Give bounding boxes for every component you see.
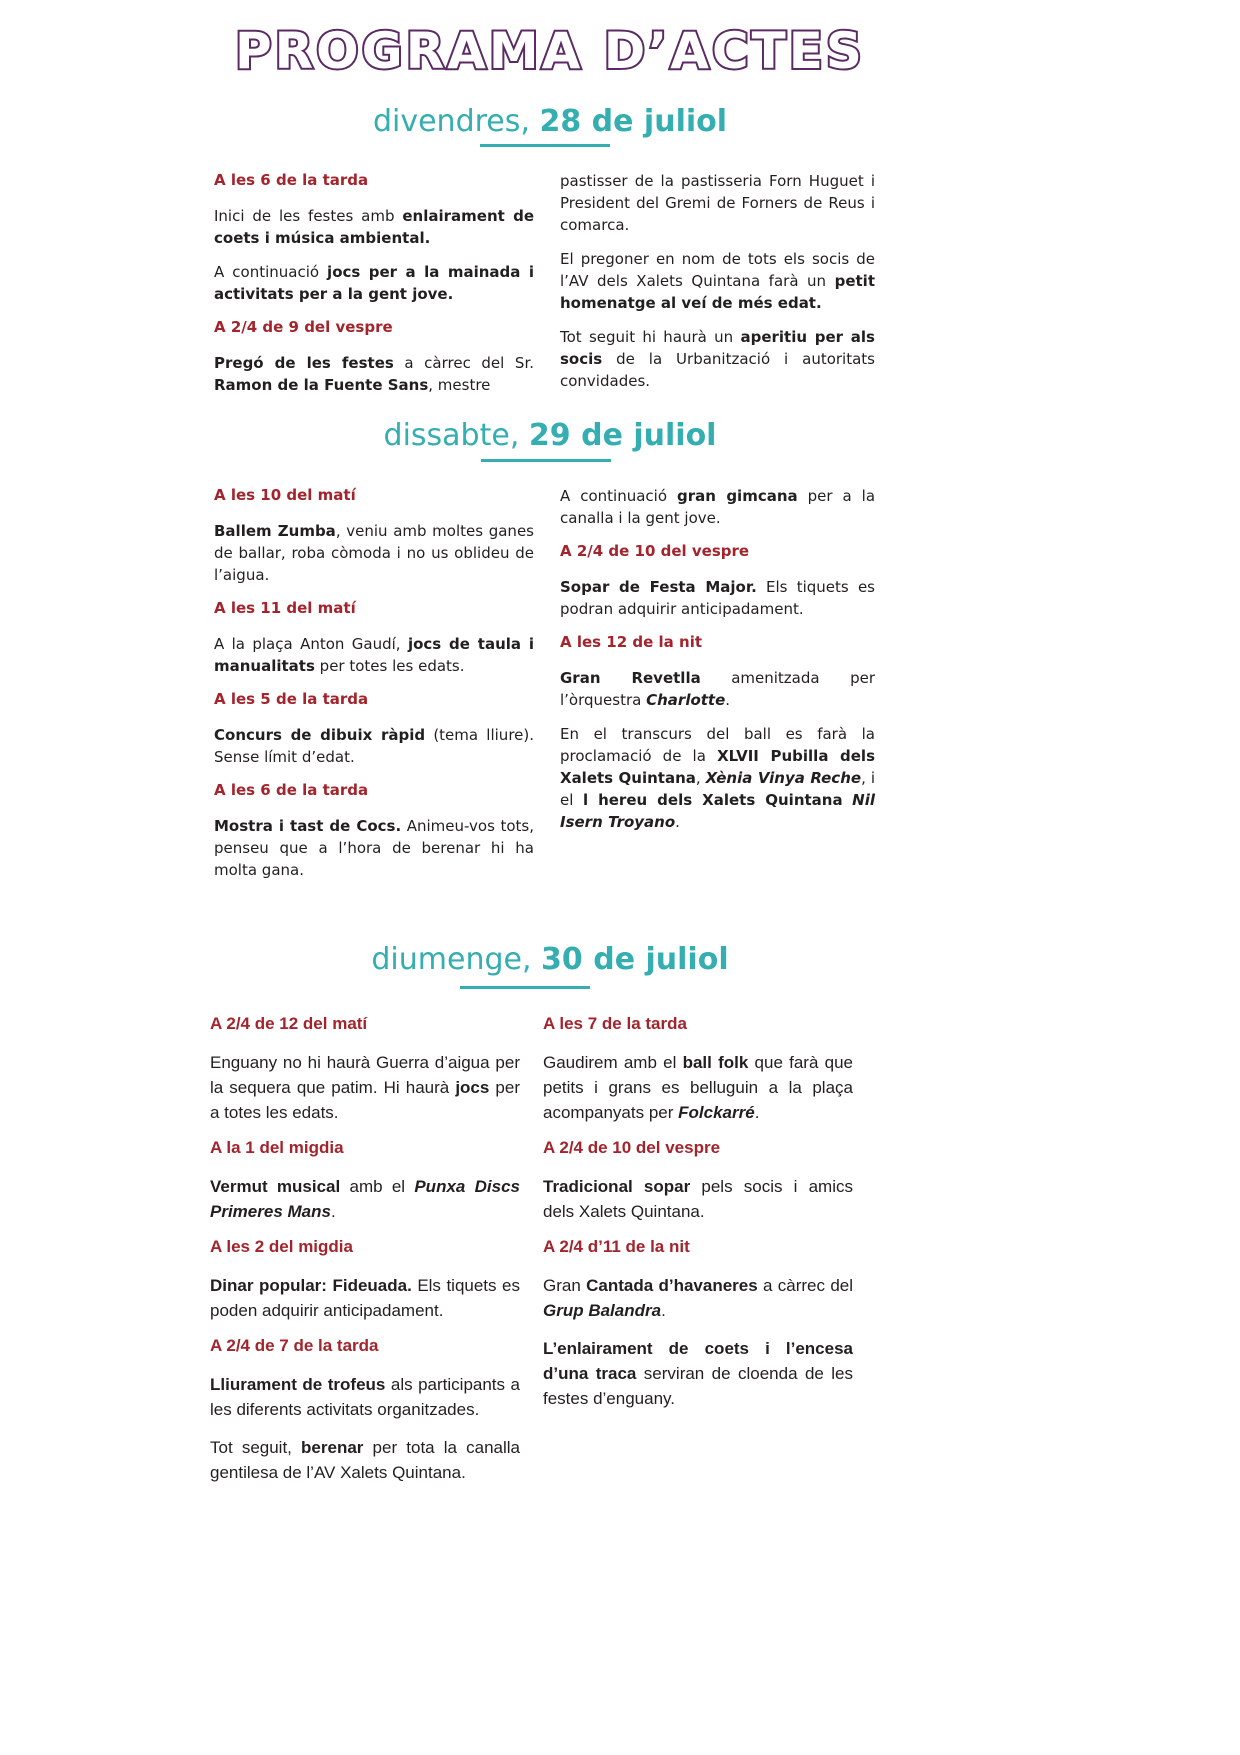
event-time: A les 6 de la tarda: [214, 171, 369, 189]
day-name: divendres,: [372, 104, 530, 139]
day-date: 28 de juliol: [539, 104, 728, 139]
event-description: Mostra i tast de Cocs. Animeu-vos tots, penseu que a l’hora de berenar hi ha molta gana.: [214, 817, 534, 879]
event-description: Vermut musical amb el Punxa Discs Primeres Mans.: [210, 1177, 520, 1221]
day-date: 29 de juliol: [528, 418, 717, 453]
event-description: pastisser de la pastisseria Forn Huguet i President del Gremi de Forners de Reus i comarca.: [560, 172, 875, 234]
event-description: Gran Revetlla amenitzada per l’òrquestra Charlotte.: [560, 669, 875, 709]
event-time: A 2/4 de 10 del vespre: [543, 1138, 721, 1157]
event-description: Gran Cantada d’havaneres a càrrec del Grup Balandra.: [543, 1276, 854, 1320]
day-underline: [460, 986, 590, 989]
event-time: A la 1 del migdia: [210, 1138, 344, 1157]
saturday-right-column: [560, 485, 875, 845]
day-heading-saturday: [0, 418, 1100, 453]
event-time: A 2/4 de 12 del matí: [210, 1014, 368, 1033]
day-name: dissabte,: [383, 418, 520, 453]
event-description: En el transcurs del ball es farà la proclamació de la XLVII Pubilla dels Xalets Quintana, Xènia Vinya Reche, i el l hereu dels Xalets Quintana Nil Isern Troyano.: [560, 725, 876, 831]
event-description: Tot seguit hi haurà un aperitiu per als socis de la Urbanització i autoritats convidades.: [560, 328, 875, 390]
event-description: Inici de les festes amb enlairament de coets i música ambiental.: [214, 207, 535, 247]
day-underline: [481, 459, 611, 462]
event-time: A 2/4 de 10 del vespre: [560, 542, 750, 560]
event-description: A continuació jocs per a la mainada i activitats per a la gent jove.: [214, 263, 534, 303]
friday-left-column: [214, 170, 534, 408]
event-time: A les 12 de la nit: [560, 633, 703, 651]
event-time: A les 10 del matí: [214, 486, 356, 504]
day-heading-sunday: [0, 942, 1100, 977]
event-time: A les 11 del matí: [214, 599, 356, 617]
event-description: Dinar popular: Fideuada. Els tiquets es poden adquirir anticipadament.: [210, 1276, 520, 1320]
saturday-left-column: [214, 485, 534, 893]
event-description: L’enlairament de coets i l’encesa d’una traca serviran de cloenda de les festes d’enguany.: [543, 1339, 853, 1408]
event-description: A la plaça Anton Gaudí, jocs de taula i manualitats per totes les edats.: [214, 635, 534, 675]
event-time: A 2/4 de 9 del vespre: [214, 318, 393, 336]
day-heading-friday: [0, 104, 1100, 139]
day-underline: [480, 144, 610, 147]
event-time: A les 2 del migdia: [210, 1237, 353, 1256]
sunday-left-column: [210, 1014, 520, 1498]
event-description: Lliurament de trofeus als participants a les diferents activitats organitzades.: [210, 1375, 520, 1419]
event-description: A continuació gran gimcana per a la canalla i la gent jove.: [560, 487, 876, 527]
event-description: Concurs de dibuix ràpid (tema lliure). Sense límit d’edat.: [214, 726, 535, 766]
event-description: Gaudirem amb el ball folk que farà que petits i grans es belluguin a la plaça acompanyats per Folckarré.: [543, 1053, 853, 1122]
event-description: Enguany no hi haurà Guerra d’aigua per la sequera que patim. Hi haurà jocs per a totes les edats.: [210, 1053, 520, 1122]
event-description: Tradicional sopar pels socis i amics dels Xalets Quintana.: [543, 1177, 853, 1221]
event-time: A 2/4 d’11 de la nit: [543, 1237, 690, 1256]
event-description: Sopar de Festa Major. Els tiquets es podran adquirir anticipadament.: [560, 578, 875, 618]
event-time: A les 7 de la tarda: [543, 1014, 687, 1033]
event-description: Pregó de les festes a càrrec del Sr. Ramon de la Fuente Sans, mestre: [214, 354, 534, 394]
event-time: A les 5 de la tarda: [214, 690, 369, 708]
event-description: Tot seguit, berenar per tota la canalla gentilesa de l’AV Xalets Quintana.: [210, 1438, 520, 1482]
day-name: diumenge,: [371, 942, 532, 977]
sunday-right-column: [543, 1014, 853, 1424]
page-title: PROGRAMA D’ACTES: [235, 22, 865, 80]
event-description: Ballem Zumba, veniu amb moltes ganes de ballar, roba còmoda i no us oblideu de l’aigua.: [214, 522, 534, 584]
event-time: A 2/4 de 7 de la tarda: [210, 1336, 379, 1355]
event-description: El pregoner en nom de tots els socis de l’AV dels Xalets Quintana farà un petit homenatge al veí de més edat.: [560, 250, 875, 312]
friday-right-column: [560, 170, 875, 404]
event-time: A les 6 de la tarda: [214, 781, 369, 799]
day-date: 30 de juliol: [541, 942, 729, 977]
